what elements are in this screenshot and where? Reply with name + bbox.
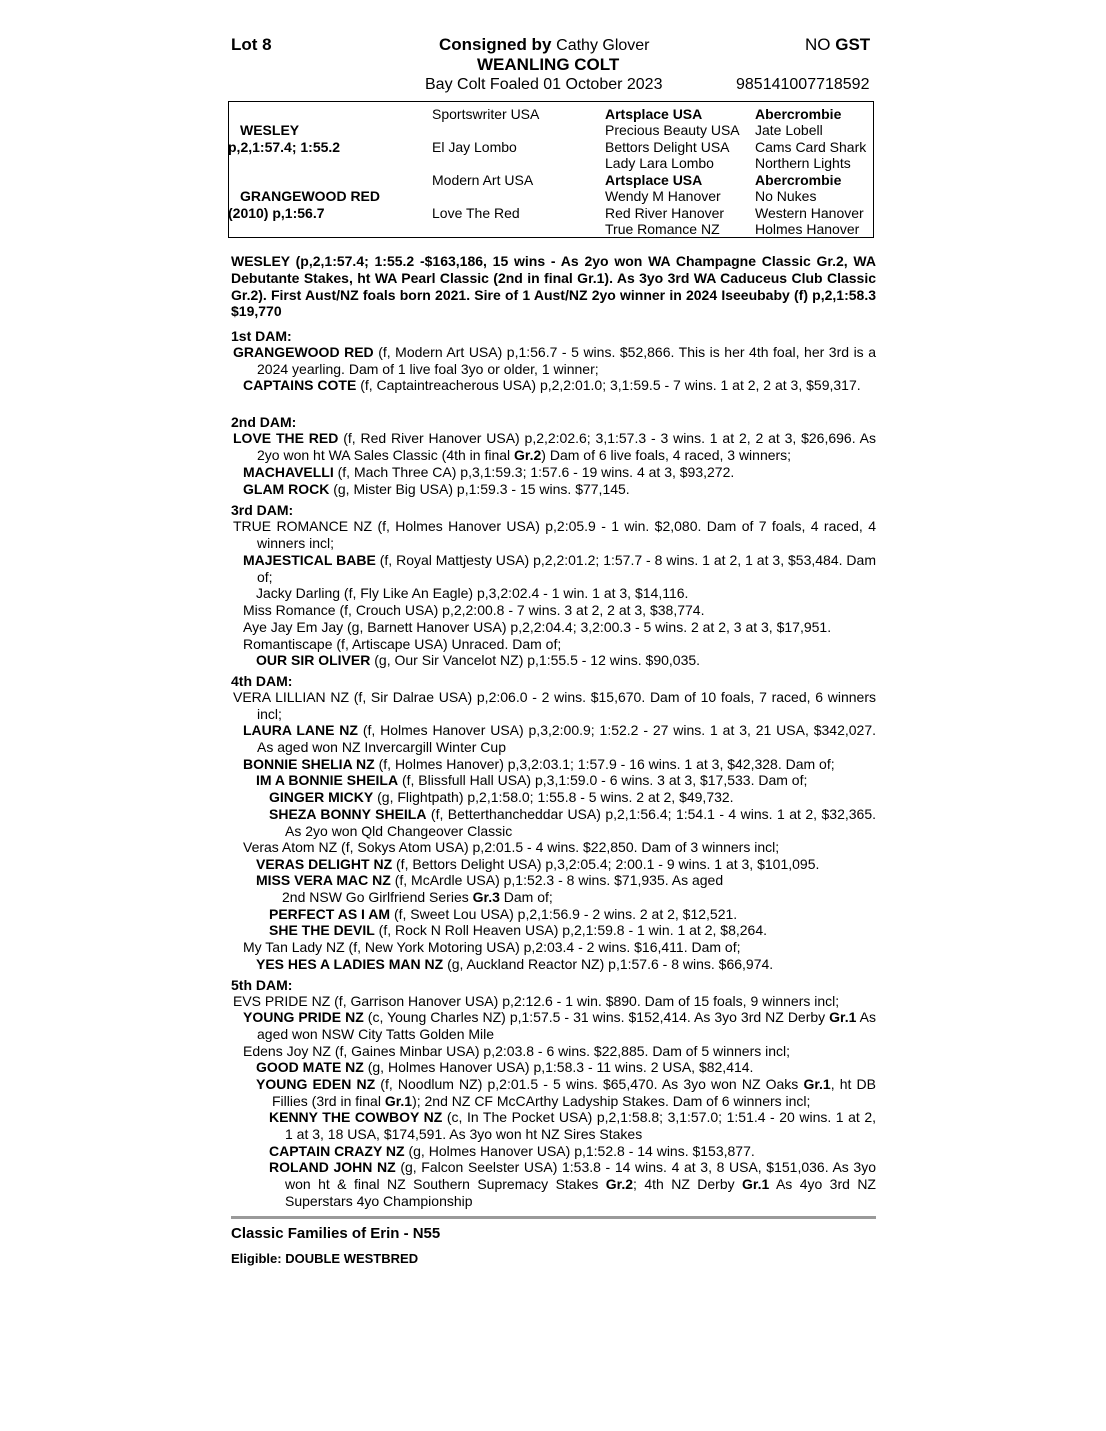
pedigree-sire: WESLEY [240,122,300,138]
horse-details: (f, Mach Three CA) p,3,1:59.3; 1:57.6 - 19 wins. 4 at 3, $93,272. [333,464,735,480]
horse-details: (f, Artiscape USA) Unraced. Dam of; [332,636,562,652]
pedigree-g1: El Jay Lombo [432,139,517,155]
dam-entry [269,1109,876,1143]
horse-details: (f, Betterthancheddar USA) p,2,1:56.4; 1:54.1 - 4 wins. 1 at 2, $32,365. As 2yo won Qld Changeover Classic [285,806,876,839]
group-race: Gr.1 [742,1175,770,1192]
dam-entry [243,377,876,394]
dam-entry [243,756,876,773]
horse-details: ); 2nd NZ CF McCArthy Ladyship Stakes. Dam of 6 winners incl; [412,1092,811,1109]
horse-details: (f, New York Motoring USA) p,2:03.4 - 2 wins. $16,411. Dam of; [344,939,741,955]
horse-name: GRANGEWOOD RED [233,344,374,360]
horse-details: (g, Auckland Reactor NZ) p,1:57.6 - 8 wins. $66,974. [443,956,774,972]
horse-name: VERA LILLIAN NZ [233,689,350,705]
group-race: Gr.1 [803,1076,831,1092]
horse-details: (f, Holmes Hanover USA) p,3,2:00.9; 1:52.2 - 27 wins. 1 at 3, 21 USA, $342,027. As aged won NZ Invercargill Winter Cup [257,722,876,755]
pedigree-g2: Red River Hanover [605,205,725,221]
consignor-name: Cathy Glover [556,37,650,54]
dam-entry [243,1009,876,1043]
pedigree-g3: No Nukes [755,188,817,204]
pedigree-g2: Bettors Delight USA [605,139,730,155]
horse-name: Romantiscape [243,636,333,652]
horse-details: (f, Sweet Lou USA) p,2,1:56.9 - 2 wins. 2 at 2, $12,521. [390,906,738,922]
group-race: Gr.3 [472,888,500,905]
horse-details: (c, In The Pocket USA) p,2,1:58.8; 3,1:57.0; 1:51.4 - 20 wins. 1 at 2, 1 at 3, 18 USA, $174,591. As 3yo won ht NZ Sires Stakes [285,1109,876,1142]
horse-details: (f, Blissfull Hall USA) p,3,1:59.0 - 6 wins. 3 at 3, $17,533. Dam of; [398,772,808,788]
horse-name: GOOD MATE NZ [256,1059,364,1075]
horse-name: YOUNG EDEN NZ [256,1076,376,1092]
pedigree-g3: Abercrombie [755,106,842,122]
dam-entry [243,481,876,498]
pedigree-dam-record: (2010) p,1:56.7 [228,205,325,221]
horse-name: CAPTAIN CRAZY NZ [269,1143,405,1159]
dam-entry [256,956,876,973]
horse-details: (f, Fly Like An Eagle) p,3,2:02.4 - 1 win. 1 at 3, $14,116. [340,585,689,601]
horse-name: MACHAVELLI [243,464,334,480]
horse-details: (f, Sokys Atom USA) p,2:01.5 - 4 wins. $22,850. Dam of 3 winners incl; [337,839,780,855]
horse-name: VERAS DELIGHT NZ [256,856,393,872]
dam-entry [233,993,876,1010]
horse-details: (g, Holmes Hanover USA) p,1:58.3 - 11 wins. 2 USA, $82,414. [363,1059,754,1075]
dam-heading-1: 1st DAM: [231,328,292,344]
horse-name: Aye Jay Em Jay [243,619,344,635]
dam-entry [256,652,876,669]
pedigree-g2: Artsplace USA [605,106,703,122]
horse-name: My Tan Lady NZ [243,939,345,955]
horse-name: CAPTAINS COTE [243,377,357,393]
dam-entry [243,552,876,586]
group-race: Gr.2 [514,446,542,463]
pedigree-g1: Modern Art USA [432,172,534,188]
horse-name: MISS VERA MAC NZ [256,872,391,888]
pedigree-g2: Precious Beauty USA [605,122,740,138]
horse-details: (c, Young Charles NZ) p,1:57.5 - 31 wins. $152,414. As 3yo 3rd NZ Derby [363,1009,830,1025]
dam-entry [233,518,876,552]
dam-entry [243,722,876,756]
horse-details: (g, Mister Big USA) p,1:59.3 - 15 wins. $77,145. [329,481,630,497]
pedigree-g3: Jate Lobell [755,122,823,138]
dam-entry [233,689,876,723]
dam-entry [269,906,876,923]
horse-name: KENNY THE COWBOY NZ [269,1109,443,1125]
microchip-number: 985141007718592 [736,76,870,93]
horse-name: IM A BONNIE SHEILA [256,772,399,788]
horse-name: PERFECT AS I AM [269,906,391,922]
pedigree-sire-record: p,2,1:57.4; 1:55.2 [228,139,341,155]
pedigree-g1: Love The Red [432,205,520,221]
pedigree-g2: Artsplace USA [605,172,703,188]
lot-title: WEANLING COLT [477,55,620,74]
horse-details: As aged won NSW City Tatts Golden Mile [257,1009,876,1042]
group-race: Gr.2 [605,1175,634,1192]
horse-name: Edens Joy NZ [243,1043,331,1059]
dam-heading-5: 5th DAM: [231,977,293,993]
horse-details: (f, Garrison Hanover USA) p,2:12.6 - 1 win. $890. Dam of 15 foals, 9 winners incl; [330,993,840,1009]
dam-entry [256,1076,876,1110]
dam-entry [243,839,876,856]
dam-entry [233,430,876,464]
horse-name: EVS PRIDE NZ [233,993,331,1009]
horse-details: (f, McArdle USA) p,1:52.3 - 8 wins. $71,935. As aged 2nd NSW Go Girlfriend Series [282,872,724,905]
consigned-label: Consigned by [439,35,552,54]
horse-details: (f, Rock N Roll Heaven USA) p,2,1:59.8 - 1 win. 1 at 2, $8,264. [374,922,767,938]
gst-prefix: NO [805,35,831,54]
horse-details: Dam of; [499,888,553,905]
dam-heading-3: 3rd DAM: [231,502,294,518]
pedigree-g2: Wendy M Hanover [605,188,721,204]
dam-entry [243,464,876,481]
pedigree-g3: Northern Lights [755,155,851,171]
dam-entry [256,585,876,602]
consigned-by [439,35,650,56]
horse-name: SHEZA BONNY SHEILA [269,806,427,822]
family-line: Classic Families of Erin - N55 [231,1225,441,1242]
horse-name: Veras Atom NZ [243,839,338,855]
dam-entry [243,619,876,636]
dam-entry [243,602,876,619]
dam-heading-4: 4th DAM: [231,673,293,689]
horse-details: (f, Red River Hanover USA) p,2,2:02.6; 3,1:57.3 - 3 wins. 1 at 2, 2 at 3, $26,696. As 2yo won ht WA Sales Classic (4th in final [257,430,876,463]
group-race: Gr.1 [829,1009,857,1025]
horse-details: (g, Holmes Hanover USA) p,1:52.8 - 14 wins. $153,877. [404,1143,755,1159]
horse-name: YOUNG PRIDE NZ [243,1009,364,1025]
eligible-label: Eligible: [231,1251,282,1266]
pedigree-g3: Abercrombie [755,172,842,188]
horse-name: Miss Romance [243,602,336,618]
dam-entry [269,789,876,806]
dam-entry [269,806,876,840]
horse-name: LOVE THE RED [233,430,339,446]
pedigree-dam: GRANGEWOOD RED [240,188,380,204]
group-race: Gr.1 [384,1092,413,1109]
horse-name: ROLAND JOHN NZ [269,1159,396,1175]
pedigree-g3: Western Hanover [755,205,864,221]
horse-name: BONNIE SHELIA NZ [243,756,375,772]
dam-entry [269,1143,876,1160]
dam-entry [243,1043,876,1060]
horse-name: MAJESTICAL BABE [243,552,376,568]
horse-name: SHE THE DEVIL [269,922,375,938]
pedigree-g3: Cams Card Shark [755,139,867,155]
dam-entry [256,1059,876,1076]
horse-name: YES HES A LADIES MAN NZ [256,956,444,972]
gst-label: GST [835,35,871,54]
horse-details: As 4yo 3rd NZ Superstars 4yo Championship [285,1175,876,1209]
horse-details: (f, Sir Dalrae USA) p,2:06.0 - 2 wins. $15,670. Dam of 10 foals, 7 raced, 6 winners incl; [257,689,876,722]
dam-entry [269,922,876,939]
horse-name: Jacky Darling [256,585,341,601]
horse-name: GLAM ROCK [243,481,330,497]
gst-status [805,35,870,55]
horse-details: (f, Crouch USA) p,2,2:00.8 - 7 wins. 3 at 2, 2 at 3, $38,774. [335,602,705,618]
horse-details: ; 4th NZ Derby [633,1175,743,1192]
eligibility-line [231,1251,418,1266]
horse-details: (g, Flightpath) p,2,1:58.0; 1:55.8 - 5 wins. 2 at 2, $49,732. [373,789,734,805]
horse-details: ) Dam of 6 live foals, 4 raced, 3 winners; [541,446,792,463]
horse-details: , ht DB Fillies (3rd in final [272,1076,876,1109]
dam-entry [256,772,876,789]
horse-details: (g, Falcon Seelster USA) 1:53.8 - 14 wins. 4 at 3, 8 USA, $151,036. As 3yo won ht & final NZ Southern Supremacy Stakes [285,1159,876,1192]
horse-name: GINGER MICKY [269,789,374,805]
horse-details: (f, Holmes Hanover USA) p,2:05.9 - 1 win. $2,080. Dam of 7 foals, 4 raced, 4 winners incl; [257,518,876,551]
pedigree-g1: Sportswriter USA [432,106,540,122]
dam-entry [233,344,876,378]
horse-name: OUR SIR OLIVER [256,652,371,668]
lot-number: Lot 8 [231,35,272,54]
horse-details: (f, Captaintreacherous USA) p,2,2:01.0; 3,1:59.5 - 7 wins. 1 at 2, 2 at 3, $59,317. [356,377,861,393]
horse-name: LAURA LANE NZ [243,722,358,738]
dam-heading-2: 2nd DAM: [231,414,297,430]
dam-entry [269,1159,876,1209]
horse-details: (f, Gaines Minbar USA) p,2:03.8 - 6 wins. $22,885. Dam of 5 winners incl; [330,1043,791,1059]
horse-details: (g, Barnett Hanover USA) p,2,2:04.4; 3,2:00.3 - 5 wins. 2 at 2, 3 at 3, $17,951. [343,619,832,635]
dam-entry [256,856,876,873]
pedigree-g3: Holmes Hanover [755,221,860,237]
horse-details: (f, Modern Art USA) p,1:56.7 - 5 wins. $52,866. This is her 4th foal, her 3rd is a 2024 yearling. Dam of 1 live foal 3yo or older, 1 winner; [257,344,877,377]
pedigree-g2: True Romance NZ [605,221,720,237]
horse-name: TRUE ROMANCE NZ [233,518,373,534]
dam-entry [243,636,876,653]
horse-details: (f, Bettors Delight USA) p,3,2:05.4; 2:00.1 - 9 wins. 1 at 3, $101,095. [392,856,820,872]
horse-details: (f, Noodlum NZ) p,2:01.5 - 5 wins. $65,470. As 3yo won NZ Oaks [375,1076,804,1092]
sire-summary: WESLEY (p,2,1:57.4; 1:55.2 -$163,186, 15 wins - As 2yo won WA Champagne Classic Gr.2, WA Debutante Stakes, ht WA Pearl Classic (2nd in final Gr.1). As 3yo 3rd WA Caduceus Club Classic Gr.2). First Aust/NZ foals born 2021. Sire of 1 Aust/NZ 2yo winner in 2024 Iseeubaby (f) p,2,1:58.3 $19,770 [231,253,876,320]
footer-divider [231,1216,876,1219]
horse-details: (f, Holmes Hanover) p,3,2:03.1; 1:57.9 - 16 wins. 1 at 3, $42,328. Dam of; [374,756,835,772]
foaled-line: Bay Colt Foaled 01 October 2023 [425,76,663,93]
pedigree-g2: Lady Lara Lombo [605,155,714,171]
dam-entry [256,872,746,906]
dam-entry [243,939,876,956]
eligible-value: DOUBLE WESTBRED [285,1251,419,1266]
horse-details: (f, Royal Mattjesty USA) p,2,2:01.2; 1:57.7 - 8 wins. 1 at 2, 1 at 3, $53,484. Dam of; [257,552,876,585]
horse-details: (g, Our Sir Vancelot NZ) p,1:55.5 - 12 wins. $90,035. [370,652,701,668]
